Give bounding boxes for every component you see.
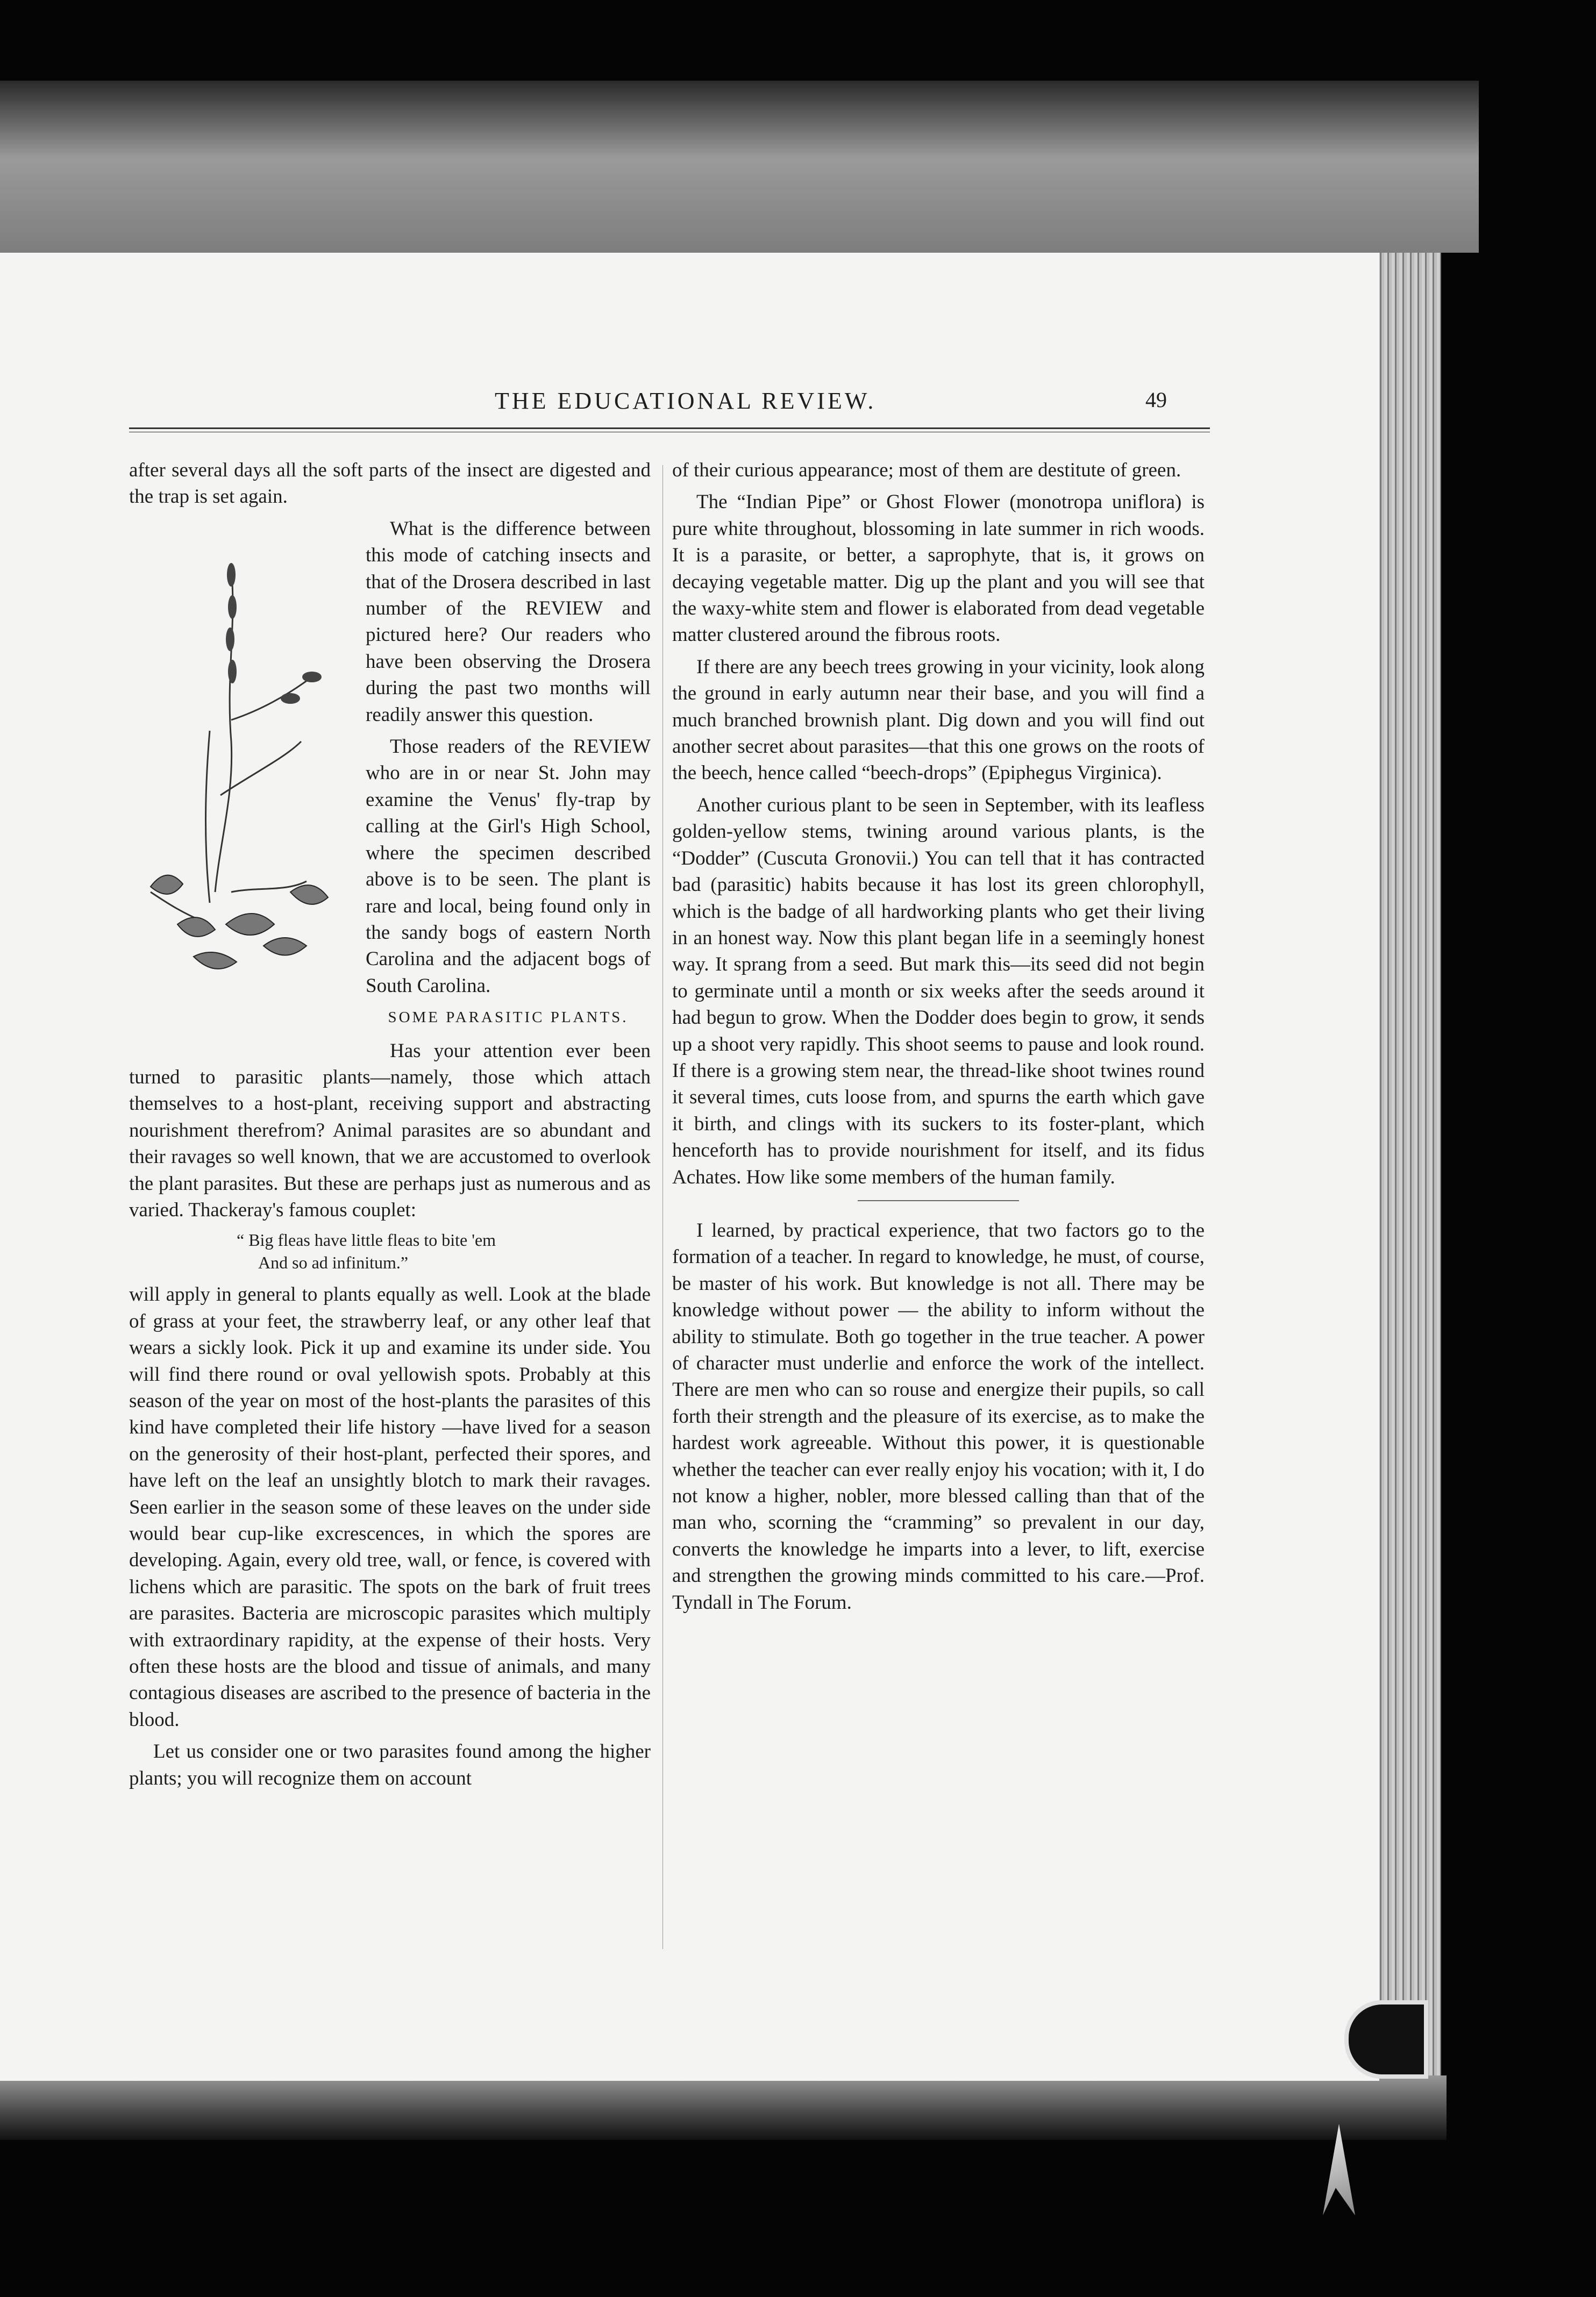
left-column [129, 457, 651, 1797]
page-number: 49 [1145, 388, 1167, 412]
article-divider [858, 1200, 1019, 1201]
verse-line: And so ad infinitum.” [258, 1253, 409, 1273]
paragraph: The “Indian Pipe” or Ghost Flower (monotropa uniflora) is pure white throughout, blossoming in late summer in rich woods. It is a parasite, or better, a saprophyte, that is, it grows on decaying vegetable matter. Dig up the plant and you will see that the waxy-white stem and flower is elaborated from dead vegetable matter clustered around the fibrous roots. [672, 491, 1205, 646]
paragraph: after several days all the soft parts of the insect are digested and the trap is set again. [129, 459, 651, 508]
paragraph: If there are any beech trees growing in your vicinity, look along the ground in early autumn near their base, and you will find a much branched brownish plant. Dig down and you will find out another secret about parasites—that this one grows on the roots of the beech, hence called “beech-drops” (Epiphegus Virginica). [672, 655, 1205, 784]
paragraph: Those readers of the REVIEW who are in or near St. John may examine the Venus' fly-trap by calling at the Girl's High School, where the specimen described above is to be seen. The plant is rare and local, being found only in the sandy bogs of eastern North Carolina and the adjacent bogs of South Carolina. [366, 736, 651, 997]
journal-page [0, 253, 1379, 2081]
running-head: THE EDUCATIONAL REVIEW. [495, 388, 877, 414]
paragraph: Let us consider one or two parasites found among the higher plants; you will recognize them on account [129, 1740, 651, 1789]
scan-top-band [0, 81, 1479, 253]
paragraph: Another curious plant to be seen in September, with its leafless golden-yellow stems, twining around various plants, is the “Dodder” (Cuscuta Gronovii.) You can tell that it has contracted bad (parasitic) habits because it has lost its green chlorophyll, which is the badge of all hardworking plants who get their living in an honest way. Now this plant began life in a seemingly honest way. It sprang from a seed. But mark this—its seed did not begin to germinate until a month or six weeks after the seeds around it had begun to grow. When the Dodder does begin to grow, it sends up a shoot very rapidly. This shoot seems to pause and look round. If there is a growing stem near, the thread-like shoot twines round it several times, cuts loose from, and spurns the earth which gave it birth, and clings with its suckers to its foster-plant, which henceforth has to provide nourishment for itself, and its fidus Achates. How like some members of the human family. [672, 794, 1205, 1188]
page-clip [1344, 2000, 1428, 2079]
verse-couplet [237, 1229, 651, 1274]
paragraph: Has your attention ever been turned to parasitic plants—namely, those which attach themselves to a host-plant, receiving support and abstracting nourishment therefrom? Animal parasites are so abundant and their ravages so well known, that we are accustomed to overlook the plant parasites. But these are perhaps just as numerous and as varied. Thackeray's famous couplet: [129, 1039, 651, 1221]
paragraph: What is the difference between this mode of catching insects and that of the Drosera described in last number of the REVIEW and pictured here? Our readers who have been observing the Drosera during the past two months will readily answer this question. [366, 517, 651, 726]
book-page-edges [1377, 253, 1441, 2140]
paragraph: I learned, by practical experience, that two factors go to the formation of a teacher. In regard to knowledge, he must, of course, be master of his work. But knowledge is not all. There may be knowledge without power — the ability to inform without the ability to stimulate. Both go together in the true teacher. A power of character must underlie and enforce the work of the intellect. There are men who can so rouse and energize their pupils, so call forth their strength and the pleasure of its exercise, as to make the hardest work agreeable. Without this power, it is questionable whether the teacher can ever really enjoy his vocation; with it, I do not know a higher, nobler, more blessed calling than that of the man who, scorning the “cramming” so prevalent in our day, converts the knowledge he imparts into a lever, to lift, exercise and strengthen the growing minds committed to his care.—Prof. Tyndall in The Forum. [672, 1219, 1205, 1614]
section-heading: SOME PARASITIC PLANTS. [388, 1009, 629, 1026]
column-divider [662, 465, 663, 1949]
verse-line: “ Big fleas have little fleas to bite 'em [237, 1230, 496, 1250]
venus-flytrap-illustration [129, 516, 355, 1053]
header-rule [129, 427, 1210, 429]
paragraph: will apply in general to plants equally as well. Look at the blade of grass at your feet, the strawberry leaf, or any other leaf that wears a sickly look. Pick it up and examine its under side. You will find there round or oval yellowish spots. Probably at this season of the year on most of the host-plants the parasites of this kind have completed their life history —have lived for a season on the generosity of their host-plant, perfected their spores, and have left on the leaf an unsightly blotch to mark their ravages. Seen earlier in the season some of these leaves on the under side would bear cup-like excrescences, in which the spores are developing. Again, every old tree, wall, or fence, is covered with lichens which are parasitic. The spots on the bark of fruit trees are parasites. Bacteria are microscopic parasites which multiply with extraordinary rapidity, at the expense of their hosts. Very often these hosts are the blood and tissue of animals, and many contagious diseases are ascribed to the presence of bacteria in the blood. [129, 1283, 651, 1731]
paragraph: of their curious appearance; most of them are destitute of green. [672, 459, 1181, 481]
right-column [672, 457, 1205, 1621]
book-bottom-edge [0, 2075, 1447, 2140]
